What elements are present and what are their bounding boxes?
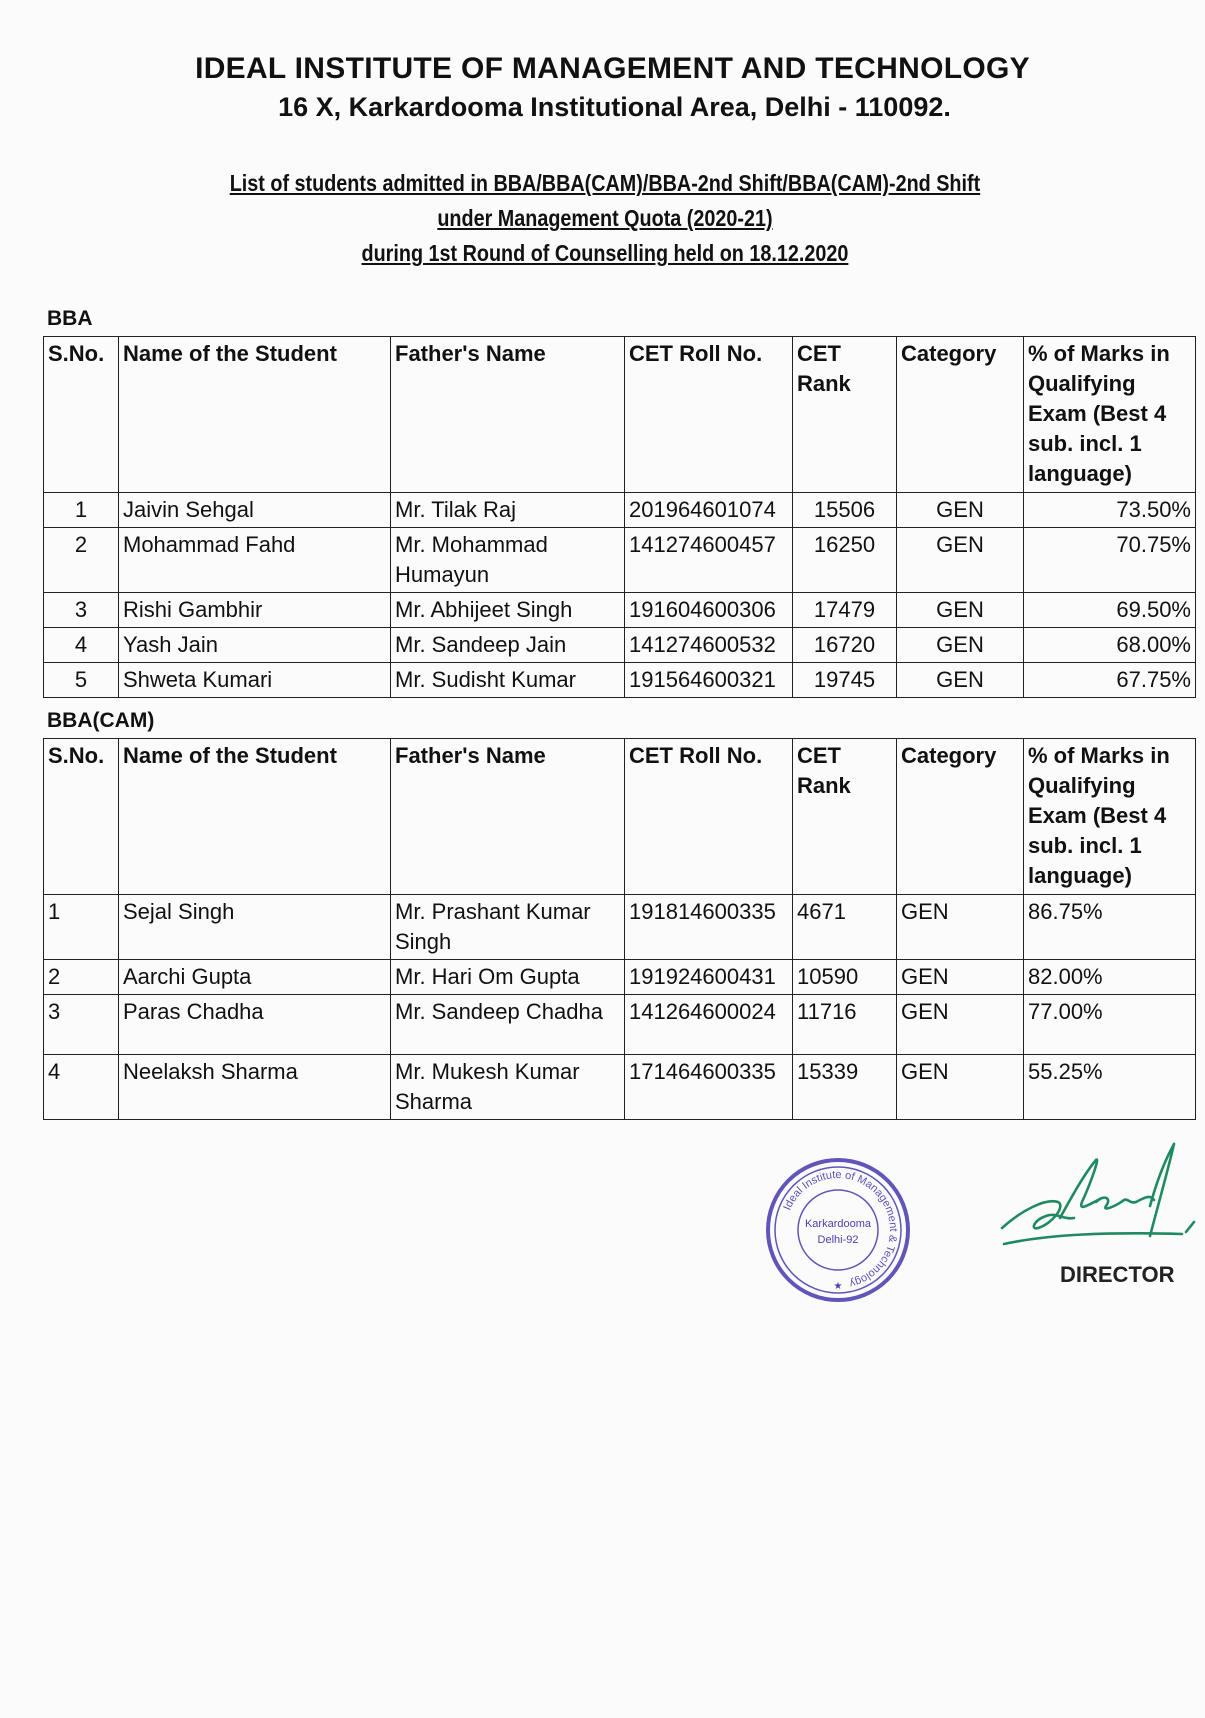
cell-father: Mr. Hari Om Gupta <box>391 960 625 995</box>
cell-rank: 15506 <box>793 493 897 528</box>
list-title <box>87 166 1123 271</box>
cell-father: Mr. Mukesh Kumar Sharma <box>391 1055 625 1120</box>
cell-category: GEN <box>897 528 1024 593</box>
col-header-roll: CET Roll No. <box>625 337 793 493</box>
cell-marks: 86.75% <box>1024 895 1196 960</box>
cell-rank: 17479 <box>793 593 897 628</box>
table-row <box>44 528 1196 593</box>
cell-sno: 3 <box>44 995 119 1055</box>
cell-sno: 2 <box>44 960 119 995</box>
cell-roll: 141274600457 <box>625 528 793 593</box>
seal-star-icon: ★ <box>833 1281 843 1292</box>
cell-name: Paras Chadha <box>119 995 391 1055</box>
col-header-father: Father's Name <box>391 337 625 493</box>
cell-name: Aarchi Gupta <box>119 960 391 995</box>
section-label-bba-cam: BBA(CAM) <box>47 709 155 732</box>
cell-name: Yash Jain <box>119 628 391 663</box>
cell-marks: 69.50% <box>1024 593 1196 628</box>
director-signature <box>1000 1140 1200 1280</box>
cell-sno: 4 <box>44 1055 119 1120</box>
cell-rank: 16250 <box>793 528 897 593</box>
col-header-rank: CET Rank <box>793 337 897 493</box>
cell-father: Mr. Mohammad Humayun <box>391 528 625 593</box>
cell-sno: 5 <box>44 663 119 698</box>
cell-marks: 70.75% <box>1024 528 1196 593</box>
institute-address: 16 X, Karkardooma Institutional Area, Delhi - 110092. <box>278 92 951 122</box>
cell-father: Mr. Sudisht Kumar <box>391 663 625 698</box>
cell-roll: 191564600321 <box>625 663 793 698</box>
cell-name: Shweta Kumari <box>119 663 391 698</box>
col-header-category: Category <box>897 739 1024 895</box>
cell-marks: 67.75% <box>1024 663 1196 698</box>
cell-name: Rishi Gambhir <box>119 593 391 628</box>
table-row <box>44 895 1196 960</box>
cell-rank: 11716 <box>793 995 897 1055</box>
table-row <box>44 493 1196 528</box>
cell-roll: 191814600335 <box>625 895 793 960</box>
cell-marks: 68.00% <box>1024 628 1196 663</box>
institute-name: IDEAL INSTITUTE OF MANAGEMENT AND TECHNOLOGY <box>195 52 1030 85</box>
director-title: DIRECTOR <box>1060 1262 1175 1287</box>
list-title-line-3: during 1st Round of Counselling held on 18.12.2020 <box>361 240 849 266</box>
cell-roll: 191924600431 <box>625 960 793 995</box>
cell-category: GEN <box>897 995 1024 1055</box>
cell-marks: 82.00% <box>1024 960 1196 995</box>
seal-outer-text: Ideal Institute of Management & Technology <box>781 1168 900 1290</box>
list-title-line-2: under Management Quota (2020-21) <box>437 205 773 231</box>
cell-category: GEN <box>897 663 1024 698</box>
cell-category: GEN <box>897 895 1024 960</box>
col-header-name: Name of the Student <box>119 739 391 895</box>
col-header-sno: S.No. <box>44 337 119 493</box>
cell-rank: 10590 <box>793 960 897 995</box>
cell-roll: 141264600024 <box>625 995 793 1055</box>
cell-marks: 77.00% <box>1024 995 1196 1055</box>
table-header-row <box>44 739 1196 895</box>
cell-rank: 19745 <box>793 663 897 698</box>
col-header-category: Category <box>897 337 1024 493</box>
cell-marks: 55.25% <box>1024 1055 1196 1120</box>
cell-father: Mr. Sandeep Jain <box>391 628 625 663</box>
cell-sno: 1 <box>44 493 119 528</box>
cell-father: Mr. Prashant Kumar Singh <box>391 895 625 960</box>
table-row <box>44 995 1196 1055</box>
cell-rank: 15339 <box>793 1055 897 1120</box>
col-header-sno: S.No. <box>44 739 119 895</box>
document-header <box>0 52 1205 123</box>
table-row <box>44 663 1196 698</box>
col-header-name: Name of the Student <box>119 337 391 493</box>
table-row <box>44 628 1196 663</box>
cell-category: GEN <box>897 628 1024 663</box>
cell-name: Mohammad Fahd <box>119 528 391 593</box>
cell-sno: 2 <box>44 528 119 593</box>
table-row <box>44 593 1196 628</box>
cell-rank: 4671 <box>793 895 897 960</box>
cell-rank: 16720 <box>793 628 897 663</box>
cell-sno: 4 <box>44 628 119 663</box>
cell-father: Mr. Sandeep Chadha <box>391 995 625 1055</box>
cell-category: GEN <box>897 593 1024 628</box>
cell-name: Neelaksh Sharma <box>119 1055 391 1120</box>
list-title-line-1: List of students admitted in BBA/BBA(CAM)/BBA-2nd Shift/BBA(CAM)-2nd Shift <box>229 170 981 196</box>
cell-father: Mr. Abhijeet Singh <box>391 593 625 628</box>
table-header-row <box>44 337 1196 493</box>
col-header-roll: CET Roll No. <box>625 739 793 895</box>
cell-roll: 191604600306 <box>625 593 793 628</box>
section-label-bba: BBA <box>47 307 93 330</box>
cell-roll: 171464600335 <box>625 1055 793 1120</box>
cell-father: Mr. Tilak Raj <box>391 493 625 528</box>
cell-marks: 73.50% <box>1024 493 1196 528</box>
seal-inner-line-2: Delhi-92 <box>817 1234 859 1246</box>
institute-seal-stamp <box>765 1157 911 1303</box>
table-row <box>44 1055 1196 1120</box>
cell-name: Jaivin Sehgal <box>119 493 391 528</box>
bba-cam-table <box>43 738 1196 1120</box>
cell-category: GEN <box>897 493 1024 528</box>
cell-sno: 3 <box>44 593 119 628</box>
table-row <box>44 960 1196 995</box>
col-header-father: Father's Name <box>391 739 625 895</box>
cell-category: GEN <box>897 1055 1024 1120</box>
cell-category: GEN <box>897 960 1024 995</box>
cell-name: Sejal Singh <box>119 895 391 960</box>
cell-roll: 201964601074 <box>625 493 793 528</box>
col-header-marks: % of Marks in Qualifying Exam (Best 4 sub. incl. 1 language) <box>1024 739 1196 895</box>
bba-table <box>43 336 1196 698</box>
seal-inner-line-1: Karkardooma <box>804 1218 872 1230</box>
col-header-rank: CET Rank <box>793 739 897 895</box>
col-header-marks: % of Marks in Qualifying Exam (Best 4 sub. incl. 1 language) <box>1024 337 1196 493</box>
cell-sno: 1 <box>44 895 119 960</box>
cell-roll: 141274600532 <box>625 628 793 663</box>
